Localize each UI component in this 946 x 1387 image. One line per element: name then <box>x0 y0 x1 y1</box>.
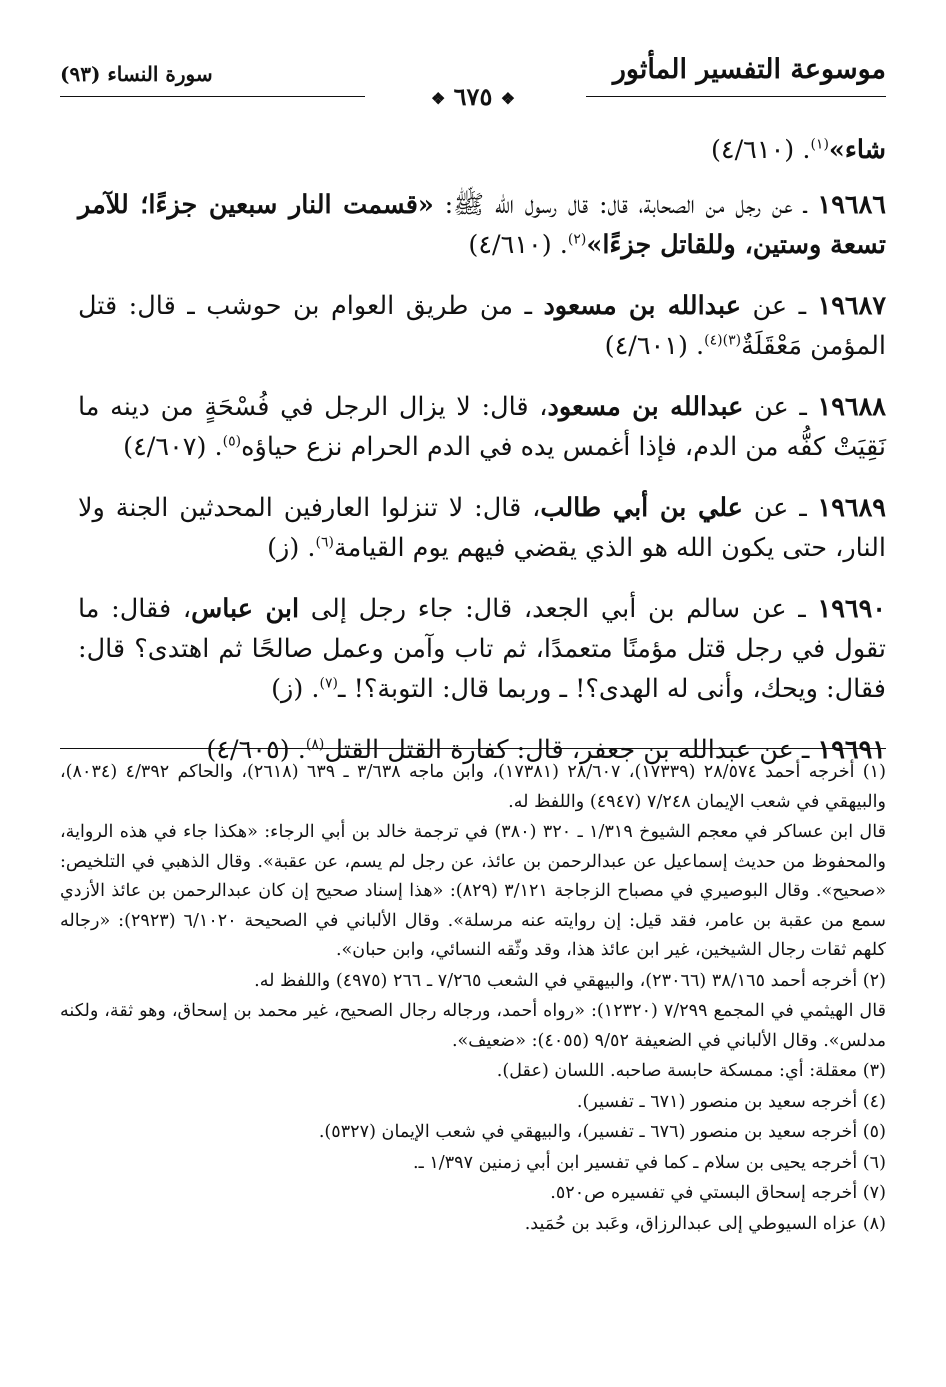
source-ref: . (٤/٦٠٧) <box>123 432 223 462</box>
hadith-entry: ١٩٦٩١ ـ عن عبدالله بن جعفر، قال: كفارة القتل القتل$^{(٨)}$. (٤/٦٠٥) <box>206 735 886 765</box>
book-title: موسوعة التفسير المأثور <box>612 54 886 85</box>
narrator-name: عبدالله بن مسعود <box>547 392 744 422</box>
footnote-note: قال الهيثمي في المجمع ٧/٢٩٩ (١٢٣٢٠): «رواه أحمد، ورجاله رجال الصحيح، غير محمد بن إسحاق، وهو ثقة، ولكنه مدلس». وقال الألباني في الضعيفة ٩/٥٢ (٤٠٥٥): «ضعيف». <box>60 1001 886 1051</box>
hadith-entry: ١٩٦٨٧ ـ عن عبدالله بن مسعود ـ من طريق العوام بن حوشب ـ قال: قتل المؤمن مَعْقَلَةٌ$^{(٣)(٤)}$. (٤/٦٠١) <box>78 291 887 361</box>
footnote-ref: (٥) <box>222 433 242 450</box>
footnote-separator <box>60 748 886 749</box>
entry-continuation: شاء»$^{(١)}$. (٤/٦١٠) <box>710 135 886 165</box>
footnote-ref: (٨) <box>305 736 325 753</box>
running-header <box>60 52 886 112</box>
footnote: (٥) أخرجه سعيد بن منصور (٦٧٦ ـ تفسير)، والبيهقي في شعب الإيمان (٥٣٢٧). <box>318 1122 886 1142</box>
footnote-ref: (٢) <box>567 231 587 248</box>
footnote: (١) أخرجه أحمد ٢٨/٥٧٤ (١٧٣٣٩)، ٢٨/٦٠٧ (١٧٣٨١)، وابن ماجه ٣/٦٣٨ ـ ٦٣٩ (٢٦١٨)، والحاكم ٤/٣٩٢ (٨٠٣٤)، والبيهقي في شعب الإيمان ٧/٢٤٨ (٤٩٤٧) واللفظ له. <box>60 762 886 812</box>
footnote-note: قال ابن عساكر في معجم الشيوخ ١/٣١٩ ـ ٣٢٠ (٣٨٠) في ترجمة خالد بن أبي الرجاء: «هكذا جاء في هذه الرواية، والمحفوظ من حديث إسماعيل عن عبدالرحمن بن عائذ، عن رجل لم يسم، عن عقبة». وقال الذهبي في التلخيص: «صحيح». وقال البوصيري في مصباح الزجاجة ٣/١٢١ (٨٢٩): «هذا إسناد صحيح إن كان عبدالرحمن بن عائذ الأزدي سمع من عقبة بن عامر، فقد قيل: إن روايته عنه مرسلة». وقال الألباني في الصحيحة ٦/١٠٢٠ (٢٩٢٣): «رجاله كلهم ثقات رجال الشيخين، غير ابن عائذ هذا، وقد وثّقه النسائي، وابن حبان». <box>60 822 886 960</box>
footnote-ref: (١) <box>810 136 829 153</box>
hadith-entry: ١٩٦٨٨ ـ عن عبدالله بن مسعود، قال: لا يزال الرجل في فُسْحَةٍ من دينه ما نَقِيَتْ كفُّه من الدم، فإذا أغمس يده في الدم الحرام نزع حياؤه$^{(٥)}$. (٤/٦٠٧) <box>78 392 886 462</box>
ornament-icon: ❖ <box>500 89 516 108</box>
entry-number: ١٩٦٩٠ <box>817 594 886 624</box>
narrator-name: ابن عباس <box>191 594 300 624</box>
surah-label: سورة النساء (٩٣) <box>60 62 213 86</box>
source-ref: . (٤/٦٠١) <box>604 331 705 361</box>
footnotes <box>60 758 886 1240</box>
footnote: (٢) أخرجه أحمد ٣٨/١٦٥ (٢٣٠٦٦)، والبيهقي في الشعب ٧/٢٦٥ ـ ٢٦٦ (٤٩٧٥) واللفظ له. <box>254 970 886 991</box>
entry-number: ١٩٦٨٨ <box>817 392 886 422</box>
entry-number: ١٩٦٩١ <box>817 735 886 765</box>
ornament-icon: ❖ <box>430 89 446 108</box>
hadith-entry: ١٩٦٨٦ ـ عن رجل من الصحابة، قال: قال رسول الله ﷺ: «قسمت النار سبعين جزءًا؛ للآمر تسعة وستين، وللقاتل جزءًا»$^{(٢)}$. (٤/٦١٠) <box>78 190 886 260</box>
hadith-entry: ١٩٦٩٠ ـ عن سالم بن أبي الجعد، قال: جاء رجل إلى ابن عباس، فقال: ما تقول في رجل قتل مؤمنًا متعمدًا، ثم تاب وآمن وعمل صالحًا ثم اهتدى؟ قال: فقال: ويحك، وأنى له الهدى؟! ـ وربما قال: التوبة؟! ـ$^{(٧)}$. (ز) <box>78 594 886 704</box>
entry-number: ١٩٦٨٦ <box>817 190 886 220</box>
footnote: (٧) أخرجه إسحاق البستي في تفسيره ص٥٢٠. <box>550 1183 886 1203</box>
footnote-ref: (٣)(٤) <box>704 332 742 349</box>
source-ref: . (٤/٦٠٥) <box>206 735 306 765</box>
footnote: (٨) عزاه السيوطي إلى عبدالرزاق، وعَبد بن حُمَيد. <box>524 1213 886 1234</box>
hadith-entry: ١٩٦٨٩ ـ عن علي بن أبي طالب، قال: لا تنزلوا العارفين المحدثين الجنة ولا النار، حتى يكون الله هو الذي يقضي فيهم يوم القيامة$^{(٦)}$. (ز) <box>78 493 886 563</box>
page-number: ٦٧٥ <box>453 82 493 111</box>
quoted-saying: «قسمت النار سبعين جزءًا؛ للآمر تسعة وستين، وللقاتل جزءًا» <box>78 190 886 260</box>
source-ref: . (٤/٦١٠) <box>468 230 568 260</box>
footnote-ref: (٦) <box>315 534 335 551</box>
footnote-ref: (٧) <box>319 675 339 692</box>
narrator-name: علي بن أبي طالب <box>540 493 743 523</box>
footnote: (٦) أخرجه يحيى بن سلام ـ كما في تفسير ابن أبي زمنين ١/٣٩٧ ـ. <box>412 1152 886 1173</box>
main-text <box>78 130 886 791</box>
narrator-name: عبدالله بن مسعود <box>543 291 741 321</box>
footnote: (٣) معقلة: أي: ممسكة حابسة صاحبه. اللسان (عقل). <box>496 1061 886 1081</box>
entry-number: ١٩٦٨٧ <box>817 291 887 321</box>
entry-number: ١٩٦٨٩ <box>817 493 886 523</box>
footnote: (٤) أخرجه سعيد بن منصور (٦٧١ ـ تفسير). <box>576 1091 886 1112</box>
source-ref: . (٤/٦١٠) <box>710 135 811 165</box>
source-ref: . (ز) <box>267 533 316 563</box>
source-ref: . (ز) <box>271 674 320 704</box>
